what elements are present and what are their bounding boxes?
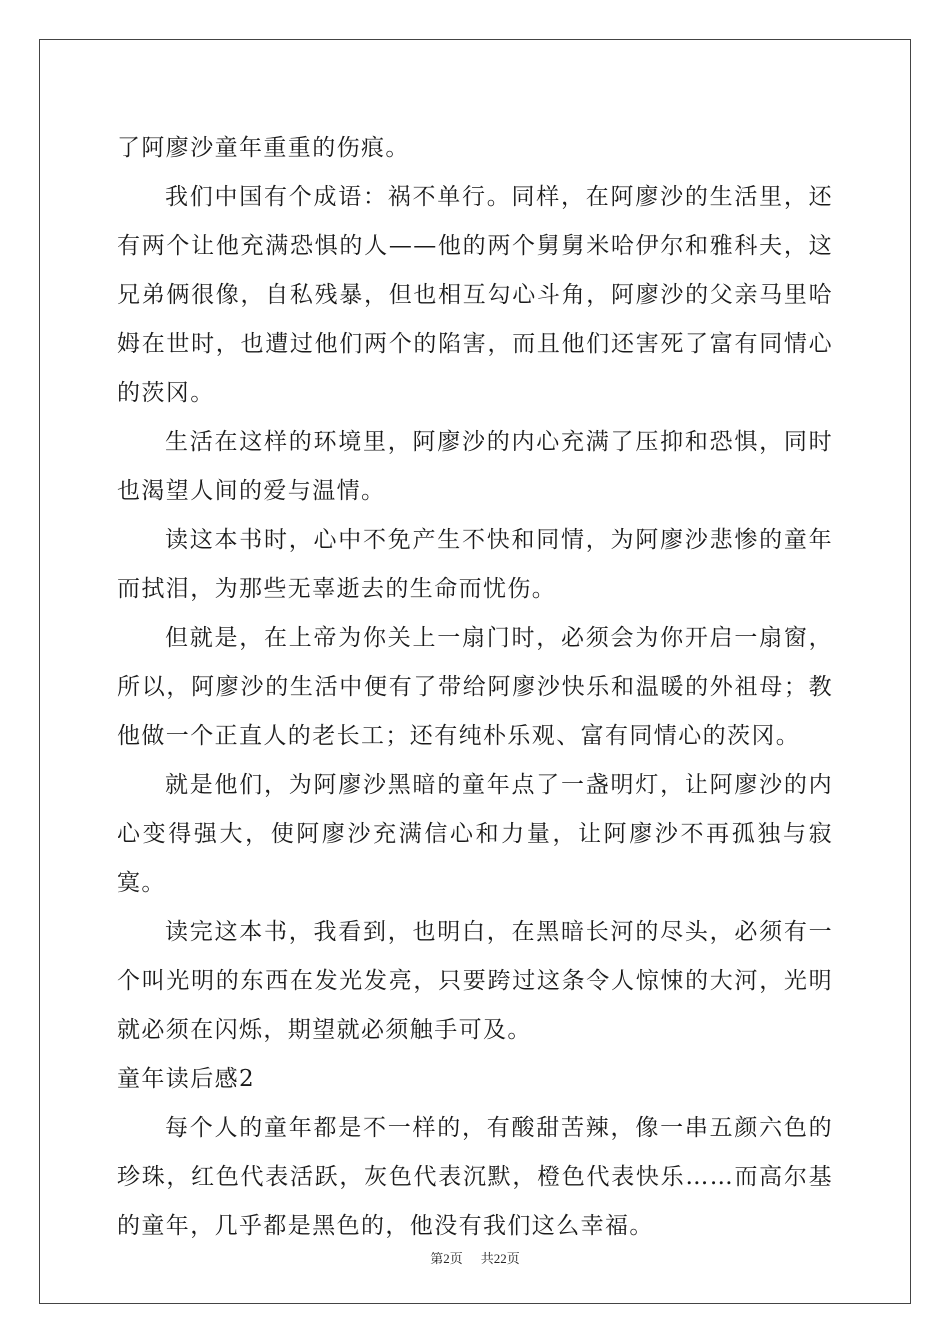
body-paragraph: 我们中国有个成语：祸不单行。同样，在阿廖沙的生活里，还有两个让他充满恐惧的人——他的两个舅舅米哈伊尔和雅科夫，这兄弟俩很像，自私残暴，但也相互勾心斗角，阿廖沙的父亲马里哈姆在世时，也遭过他们两个的陷害，而且他们还害死了富有同情心的茨冈。 <box>117 184 833 406</box>
body-paragraph: 就是他们，为阿廖沙黑暗的童年点了一盏明灯，让阿廖沙的内心变得强大，使阿廖沙充满信心和力量，让阿廖沙不再孤独与寂寞。 <box>117 772 833 896</box>
document-body <box>117 124 833 1251</box>
page-number: 第2页 <box>430 1251 463 1266</box>
page-total: 共22页 <box>480 1251 520 1266</box>
body-paragraph: 每个人的童年都是不一样的，有酸甜苦辣，像一串五颜六色的珍珠，红色代表活跃，灰色代表沉默，橙色代表快乐……而高尔基的童年，几乎都是黑色的，他没有我们这么幸福。 <box>117 1115 833 1239</box>
body-paragraph: 读这本书时，心中不免产生不快和同情，为阿廖沙悲惨的童年而拭泪，为那些无辜逝去的生命而忧伤。 <box>117 527 833 602</box>
section-title: 童年读后感2 <box>117 1066 256 1092</box>
continuation-paragraph: 了阿廖沙童年重重的伤痕。 <box>117 135 410 161</box>
body-paragraph: 读完这本书，我看到，也明白，在黑暗长河的尽头，必须有一个叫光明的东西在发光发亮，只要跨过这条令人惊悚的大河，光明就必须在闪烁，期望就必须触手可及。 <box>117 919 833 1043</box>
body-paragraph: 但就是，在上帝为你关上一扇门时，必须会为你开启一扇窗，所以，阿廖沙的生活中便有了带给阿廖沙快乐和温暖的外祖母；教他做一个正直人的老长工；还有纯朴乐观、富有同情心的茨冈。 <box>117 625 833 749</box>
body-paragraph: 生活在这样的环境里，阿廖沙的内心充满了压抑和恐惧，同时也渴望人间的爱与温情。 <box>117 429 833 504</box>
page-footer <box>0 1248 950 1267</box>
